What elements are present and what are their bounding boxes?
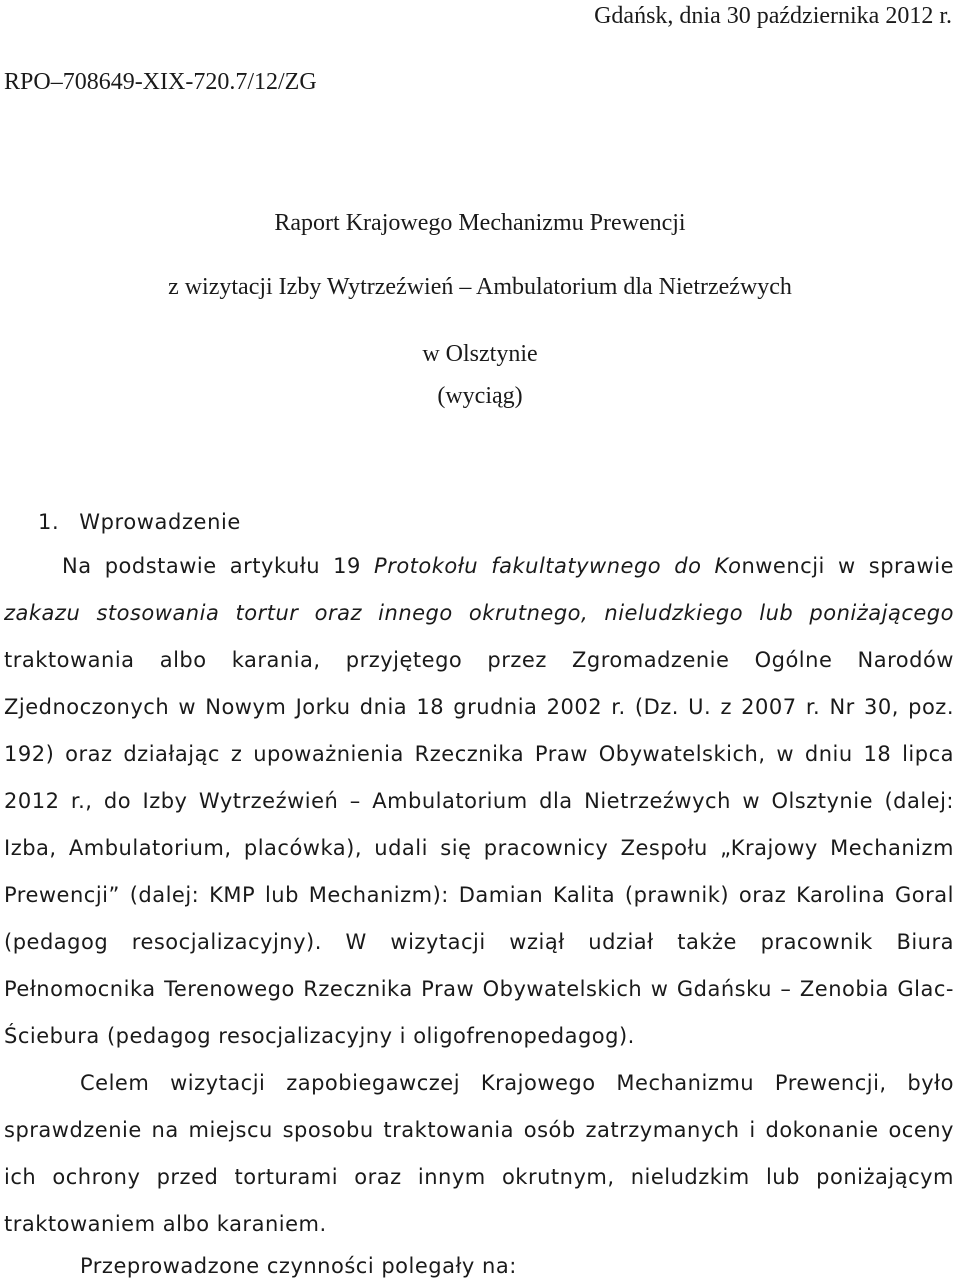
purpose-paragraph: Celem wizytacji zapobiegawczej Krajowego Mechanizmu Prewencji, było sprawdzenie na miejscu sposobu traktowania osób zatrzymanych i dokonanie oceny ich ochrony przed torturami oraz innym okrutnym, nieludzkim lub poniżającym traktowaniem albo karaniem. (4, 1071, 954, 1236)
activities-paragraph: Przeprowadzone czynności polegały na: (80, 1254, 517, 1278)
report-subtitle: z wizytacji Izby Wytrzeźwień – Ambulatorium dla Nietrzeźwych (168, 274, 792, 300)
paragraph-text: traktowania albo karania, przyjętego przez Zgromadzenie Ogólne Narodów Zjednoczonych w Nowym Jorku dnia 18 grudnia 2002 r. (Dz. U. z 2007 r. Nr 30, poz. 192) oraz działając z upoważnienia Rzecznika Praw Obywatelskich, w dniu 18 lipca 2012 r., do Izby Wytrzeźwień – Ambulatorium dla Nietrzeźwych w Olsztynie (dalej: Izba, Ambulatorium, placówka), udali się pracownicy Zespołu „Krajowy Mechanizm Prewencji” (dalej: KMP lub Mechanizm): Damian Kalita (prawnik) oraz Karolina Goral (pedagog resocjalizacyjny). W wizytacji wziął udział także pracownik Biura Pełnomocnika Terenowego Rzecznika Praw Obywatelskich w Gdańsku – Zenobia Glac-Ściebura (pedagog resocjalizacyjny i oligofrenopedagog). (4, 648, 954, 1048)
section-title: Wprowadzenie (79, 510, 241, 534)
section-number: 1. (38, 510, 60, 534)
paragraph-text: nwencji w sprawie (741, 554, 954, 578)
report-extract-note: (wyciąg) (437, 383, 523, 409)
report-location: w Olsztynie (422, 341, 538, 367)
section-heading (38, 508, 241, 536)
report-title: Raport Krajowego Mechanizmu Prewencji (274, 210, 686, 236)
document-date: Gdańsk, dnia 30 października 2012 r. (594, 3, 952, 29)
introduction-paragraph (4, 543, 954, 1060)
reference-number: RPO–708649-XIX-720.7/12/ZG (4, 69, 317, 95)
convention-title-italic: zakazu stosowania tortur oraz innego okrutnego, nieludzkiego lub poniżającego (4, 601, 954, 625)
protocol-title-italic: Protokołu fakultatywnego do Ko (374, 554, 742, 578)
paragraph-text: Na podstawie artykułu 19 (62, 554, 375, 578)
